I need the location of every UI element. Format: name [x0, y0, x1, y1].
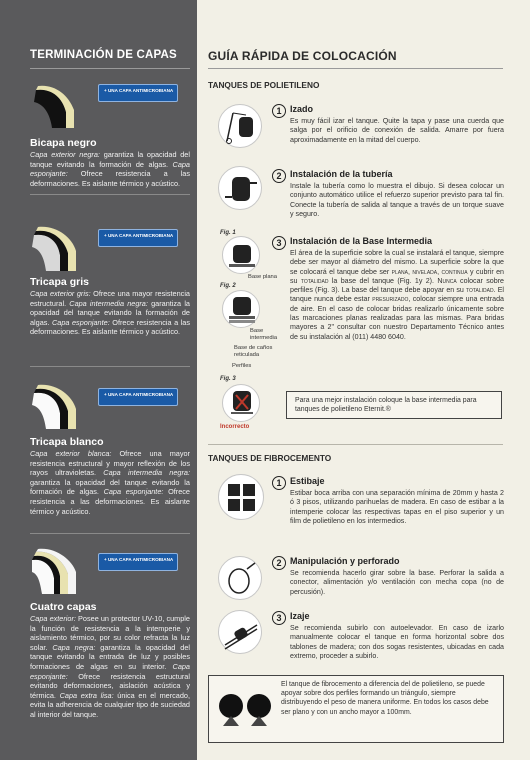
hoist-illustration — [218, 104, 262, 148]
fig-1-illustration — [222, 236, 260, 274]
cap-text: Posee un protector UV-10, cumple la función de resistencia a la intemperie y aislamiento térmico, por su color refracta la luz solar. — [30, 614, 190, 652]
cap-name: Tricapa blanco — [30, 436, 104, 448]
note-fibrocemento — [208, 675, 504, 743]
cap-term: Capa intermedia negra: — [69, 298, 148, 308]
cap-term: Capa exterior blanca: — [30, 449, 112, 458]
cap-description — [30, 614, 190, 720]
section-title-fibrocemento: TANQUES DE FIBROCEMENTO — [208, 453, 332, 463]
cap-term: Capa intermedia negra: — [103, 468, 190, 478]
step-text-part: colocar sobre perfiles (Fig. 3). La base del tanque debe apoyar en su — [290, 276, 505, 295]
cap-text: garantiza la opacidad del tanque evitando la entrada de luz y posibles formaciones de algas en su interior. — [30, 642, 190, 671]
step-text: Estibar boca arriba con una separación mínima de 20mm y hasta 2 ó 3 pisos, utilizando parihuelas de madera. En caso de estibar a la intemperie colocar las respectivas tapas en el piso superior y un film de polietileno en los intermedios. — [290, 489, 504, 525]
cap-text: Ofrece una mayor resistencia estructural y mayor reflexión de los rayos ultravioletas. — [30, 449, 190, 478]
tricapa-blanco-layers-icon — [32, 383, 82, 431]
fig-2-illustration — [222, 290, 260, 328]
antimicrobial-badge: + UNA CAPA ANTIMICROBIANA — [98, 84, 178, 102]
step-number: 3 — [272, 236, 286, 250]
base-plana-label: Base plana — [248, 274, 278, 280]
cap-term: Capa esponjante: — [30, 661, 190, 681]
step-number: 2 — [272, 169, 286, 183]
incorrecto-label: Incorrecto — [220, 424, 250, 430]
cuatro-capas-layers-icon — [32, 548, 82, 596]
bicapa-layers-icon — [32, 82, 82, 130]
cap-term: Capa exterior: — [30, 614, 76, 623]
step-number: 3 — [272, 611, 286, 625]
antimicrobial-badge: + UNA CAPA ANTIMICROBIANA — [98, 229, 178, 247]
cap-text: Ofrece resistencia a las deformaciones. Es aislante térmico y acústico. — [30, 169, 190, 188]
cap-term: Capa exterior gris: — [30, 289, 91, 298]
step-text-part: . El tanque nunca debe estar — [290, 286, 504, 304]
profiles-support-icon — [217, 688, 273, 728]
divider — [30, 68, 190, 69]
step-title: Estibaje — [290, 476, 325, 486]
guide-title: GUÍA RÁPIDA DE COLOCACIÓN — [208, 49, 397, 63]
cap-term: Capa extra lisa: — [59, 690, 114, 700]
cap-name: Cuatro capas — [30, 601, 97, 613]
cap-description — [30, 289, 190, 337]
note-base-intermedia: Para una mejor instalación coloque la base intermedia para tanques de polietileno Eternit.® — [286, 391, 502, 419]
step-title: Izado — [290, 104, 314, 114]
step-text-part: la base del tanque (Fig. 1y 2). — [328, 276, 438, 285]
step-title: Instalación de la tubería — [290, 169, 393, 179]
fig-1-label: Fig. 1 — [220, 230, 236, 236]
step-title: Instalación de la Base Intermedia — [290, 236, 433, 246]
step-number: 1 — [272, 104, 286, 118]
cap-term: Capa esponjante: — [103, 487, 164, 497]
cap-text: Ofrece resistencia a las deformaciones. Es aislante térmico y acústico. — [30, 317, 191, 337]
cap-name: Tricapa gris — [30, 276, 89, 288]
cap-name: Bicapa negro — [30, 137, 97, 149]
step-number: 1 — [272, 476, 286, 490]
cap-term: Capa exterior negra: — [30, 150, 100, 159]
cap-term: Capa negra: — [52, 642, 96, 652]
divider — [208, 444, 503, 445]
lifting-illustration — [218, 610, 262, 654]
step-text-part: , colocar siempre una entrada de aire. En el caso de colocar bridas realizarlo únicamente sobre las marcaciones planas realizadas para las mismas. Para bridas mayores a 2" consultar con nuestro Departamento Técnico antes de su instalación al (011) 4480 6040. — [290, 295, 504, 341]
tricapa-gris-layers-icon — [32, 225, 82, 273]
section-title-polietileno: TANQUES DE POLIETILENO — [208, 80, 320, 90]
cap-text: única en el mercado, evita la adherencia de cualquier tipo de suciedad al interior del tanque. — [30, 690, 190, 719]
layers-title: TERMINACIÓN DE CAPAS — [30, 49, 177, 61]
step-text-part: y cubrir en su — [290, 267, 505, 285]
step-text-emph: Nunca — [437, 276, 457, 285]
cap-text: Ofrece una mayor resistencia estructural. — [30, 289, 190, 308]
cap-text: garantiza la opacidad del tanque evitando la formación de algas. — [30, 477, 190, 497]
cap-description — [30, 150, 190, 188]
step-text-emph: presurizado — [372, 295, 409, 304]
rolling-illustration — [218, 556, 262, 600]
base-canos-label: Base de caños reticulada — [234, 345, 273, 358]
divider — [208, 68, 503, 69]
fig-2-label: Fig. 2 — [220, 283, 236, 289]
stacking-illustration — [218, 474, 264, 520]
step-text: Se recomienda hacerlo girar sobre la base. Perforar la salida a conector, alimentación y/o ventilación con mecha copa (no de percusión). — [290, 569, 504, 596]
layers-column — [0, 0, 197, 760]
step-text — [290, 249, 504, 342]
step-text-emph: totalidad — [300, 276, 329, 285]
step-text: Se recomienda subirlo con autoelevador. En caso de izarlo manualmente colocar el tanque en forma horizontal sobre dos tablones de madera; con dos sogas resistentes, ubicadas en cada extremo, proceder a subirlo. — [290, 624, 504, 660]
step-text-part: El área de la superficie sobre la cual se instalará el tanque, siempre debe ser mayor al diámetro del mismo. La superficie sobre la que se colocará el tanque debe ser — [290, 249, 504, 276]
divider — [30, 533, 190, 534]
divider — [30, 366, 190, 367]
note-text: El tanque de fibrocemento a diferencia del de polietileno, se puede apoyar sobre dos perfiles formando un triángulo, siempre distribuyendo el peso de manera uniforme. En todos los casos debe ser plano y con un ancho mayor a 100mm. — [281, 681, 489, 716]
cap-term: Capa esponjante: — [30, 159, 190, 179]
cap-text: Ofrece resistencia estructural evitando deformaciones, aislación acústica y térmica. — [30, 671, 190, 700]
step-number: 2 — [272, 556, 286, 570]
perfiles-label: Perfiles — [232, 363, 252, 369]
cap-term: Capa esponjante: — [52, 317, 110, 327]
cap-text: garantiza la opacidad del tanque evitando la formación de algas. — [30, 150, 190, 169]
antimicrobial-badge: + UNA CAPA ANTIMICROBIANA — [98, 553, 178, 571]
step-title: Izaje — [290, 611, 310, 621]
step-text: Es muy fácil izar el tanque. Quite la tapa y pase una cuerda que salga por el orificio de conexión de salida. Amarre por fuera aproximadamente en la mitad del cuerpo. — [290, 117, 504, 144]
step-title: Manipulación y perforado — [290, 556, 400, 566]
base-intermedia-label: Base intermedia — [250, 328, 278, 341]
cap-description — [30, 449, 190, 516]
pipe-illustration — [218, 166, 262, 210]
cap-text: Ofrece resistencia a las deformaciones. Es aislante térmico y acústico. — [30, 487, 190, 516]
step-text-emph: totalidad — [465, 286, 494, 295]
step-text-emph: plana, nivelada, continua — [391, 267, 468, 276]
antimicrobial-badge: + UNA CAPA ANTIMICROBIANA — [98, 388, 178, 406]
divider — [30, 194, 190, 195]
cap-text: garantiza la opacidad del tanque evitando la formación de algas. — [30, 298, 190, 327]
fig-3-label: Fig. 3 — [220, 376, 236, 382]
step-text: Instale la tubería como lo muestra el dibujo. Si desea colocar un conjunto automático utilice el refuerzo superior previsto para tal fin. Conecte la tubería de salida al tanque a través de un torque suave y seguro. — [290, 182, 504, 218]
fig-3-illustration — [222, 384, 260, 422]
